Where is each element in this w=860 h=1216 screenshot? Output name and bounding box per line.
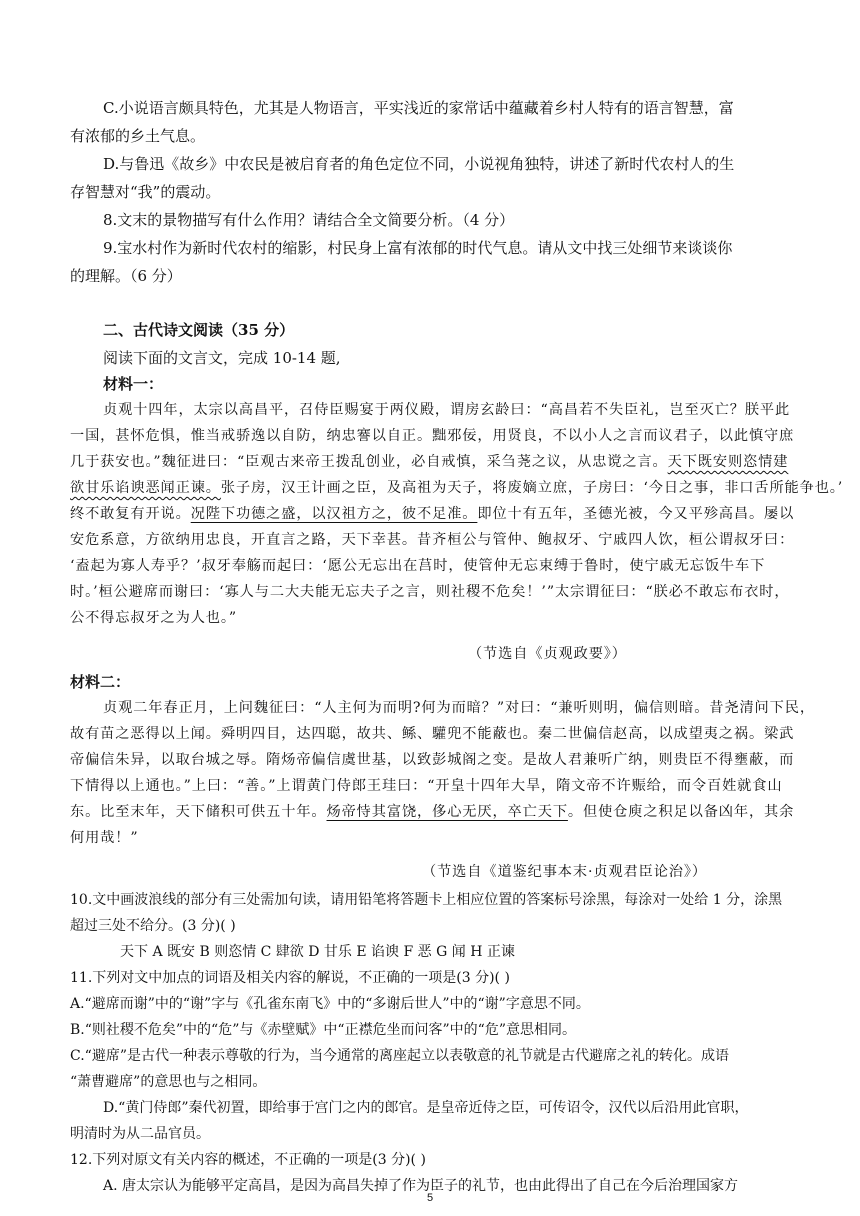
question-12: 12.下列对原文有关内容的概述，不正确的一项是(3 分)( ) xyxy=(70,1152,426,1168)
wavy-underline-part1: 天下既安则恣情建 xyxy=(667,454,789,470)
material-2-line5: 东。比至末年，天下储积可供五十年。炀帝恃其富饶，侈心无厌，卒亡天下。但使仓庾之积足以备凶年，其余 xyxy=(70,804,795,820)
question-9-line2: 的理解。（6 分） xyxy=(70,267,182,285)
question-11-option-d-line1: D.“黄门侍郎”秦代初置，即给事于宫门之内的郎官。是皇帝近侍之臣，可传诏令，汉代以后沿用此官职， xyxy=(103,1100,749,1116)
material-1-line1: 贞观十四年，太宗以高昌平，召侍臣赐宴于两仪殿，谓房玄龄曰：“高昌若不失臣礼，岂至灭亡？朕平此 xyxy=(103,402,791,418)
question-10-line1: 10.文中画波浪线的部分有三处需加句读，请用铅笔将答题卡上相应位置的答案标号涂黑，每涂对一处给 1 分，涂黑 xyxy=(70,892,783,908)
material-1-line6: 安危系意，方欲纳用忠良，开直言之路，天下幸甚。昔齐桓公与管仲、鲍叔牙、宁戚四人饮，桓公谓叔牙曰： xyxy=(70,532,795,548)
question-11-option-b: B.“则社稷不危矣”中的“危”与《赤壁赋》中“正襟危坐而问客”中的“危”意思相同。 xyxy=(70,1022,576,1038)
question-9-line1: 9.宝水村作为新时代农村的缩影，村民身上富有浓郁的时代气息。请从文中找三处细节来谈谈你 xyxy=(103,239,733,257)
option-d-line1: D.与鲁迅《故乡》中农民是被启育者的角色定位不同，小说视角独特，讲述了新时代农村人的生 xyxy=(103,155,735,173)
material-2-line2: 故有苗之恶得以上闻。舜明四目，达四聪，故共、鲧、驩兜不能蔽也。秦二世偏信赵高，以成望夷之祸。梁武 xyxy=(70,726,795,742)
question-11-option-c-line2: “萧曹避席”的意思也与之相同。 xyxy=(70,1074,267,1090)
material-2-line3: 帝偏信朱异，以取台城之辱。隋炀帝偏信虞世基，以致彭城阁之变。是故人君兼听广纳，则贵臣不得壅蔽，而 xyxy=(70,752,795,768)
section-heading: 二、古代诗文阅读（35 分） xyxy=(103,321,295,339)
material-1-label: 材料一： xyxy=(103,375,164,393)
question-11-option-d-line2: 明清时为从二品官员。 xyxy=(70,1126,210,1142)
underlined-sentence-2: 炀帝恃其富饶，侈心无厌，卒亡天下 xyxy=(326,804,568,820)
material-1-line8: 时。’桓公避席而谢曰：‘寡人与二大夫能无忘夫子之言，则社稷不危矣！’”太宗谓征曰：“朕必不敢忘布衣时， xyxy=(70,584,790,600)
question-10-line2: 超过三处不给分。(3 分)( ) xyxy=(70,918,236,934)
question-11-option-c-line1: C.“避席”是古代一种表示尊敬的行为，当今通常的离座起立以表敬意的礼节就是古代避席之礼的转化。成语 xyxy=(70,1048,729,1064)
option-d-line2: 存智慧对“我”的震动。 xyxy=(70,183,221,201)
section-instruction: 阅读下面的文言文，完成 10-14 题, xyxy=(103,349,341,367)
page-number: 5 xyxy=(426,1192,434,1204)
material-2-source: （节选自《道鉴纪事本末·贞观君臣论治》） xyxy=(422,864,707,880)
material-1-line5: 终不敢复有开说。况陛下功德之盛，以汉祖方之，彼不足准。即位十有五年，圣德光被，今又平殄高昌。屡以 xyxy=(70,506,795,522)
material-1-line2: 一国，甚怀危惧，惟当戒骄逸以自防，纳忠謇以自正。黜邪佞，用贤良，不以小人之言而议君子，以此慎守庶 xyxy=(70,428,795,444)
material-2-line4: 下情得以上通也。”上曰：“善。”上谓黄门侍郎王珪曰：“开皇十四年大旱，隋文帝不许赈给，而令百姓就食山 xyxy=(70,778,783,794)
option-c-line1: C.小说语言颇具特色，尤其是人物语言，平实浅近的家常话中蕴藏着乡村人特有的语言智慧，富 xyxy=(103,99,734,117)
question-11-option-a: A.“避席而谢”中的“谢”字与《孔雀东南飞》中的“多谢后世人”中的“谢”字意思不同。 xyxy=(70,996,590,1012)
question-11: 11.下列对文中加点的词语及相关内容的解说，不正确的一项是(3 分)( ) xyxy=(70,970,510,986)
question-12-option-a: A. 唐太宗认为能够平定高昌，是因为高昌失掉了作为臣子的礼节，也由此得出了自己在今后治理国家方 xyxy=(103,1178,739,1194)
material-1-line4: 欲甘乐谄谀恶闻正谏。张子房，汉王计画之臣，及高祖为天子，将废嫡立庶，子房曰：‘今日之事，非口舌所能争也。’ xyxy=(70,480,844,496)
option-c-line2: 有浓郁的乡土气息。 xyxy=(70,127,206,145)
question-8: 8.文末的景物描写有什么作用？请结合全文简要分析。（4 分） xyxy=(103,211,515,229)
material-2-label: 材料二： xyxy=(70,673,131,691)
material-2-line1: 贞观二年春正月，上问魏征曰：“人主何为而明?何为而暗？”对曰：“兼听则明，偏信则暗。昔尧清问下民， xyxy=(103,700,815,716)
material-1-line3: 几于获安也。”魏征进曰：“臣观古来帝王拨乱创业，必自戒慎，采刍荛之议，从忠谠之言。天下既安则恣情建 xyxy=(70,454,789,470)
question-10-options: 天下 A 既安 B 则恣情 C 肆欲 D 甘乐 E 谄谀 F 恶 G 闻 H 正谏 xyxy=(120,944,515,960)
material-1-line7: ‘盍起为寡人寿乎？’叔牙奉觞而起曰：‘愿公无忘出在莒时，使管仲无忘束缚于鲁时，使宁戚无忘饭牛车下 xyxy=(70,558,766,574)
wavy-underline-part2: 欲甘乐谄谀恶闻正谏。 xyxy=(70,480,221,496)
underlined-sentence-1: 况陛下功德之盛，以汉祖方之，彼不足准。 xyxy=(190,506,478,522)
material-2-line6: 何用哉！” xyxy=(70,830,139,846)
material-1-line9: 公不得忘叔牙之为人也。” xyxy=(70,610,238,626)
material-1-source: （节选自《贞观政要》） xyxy=(468,646,627,662)
